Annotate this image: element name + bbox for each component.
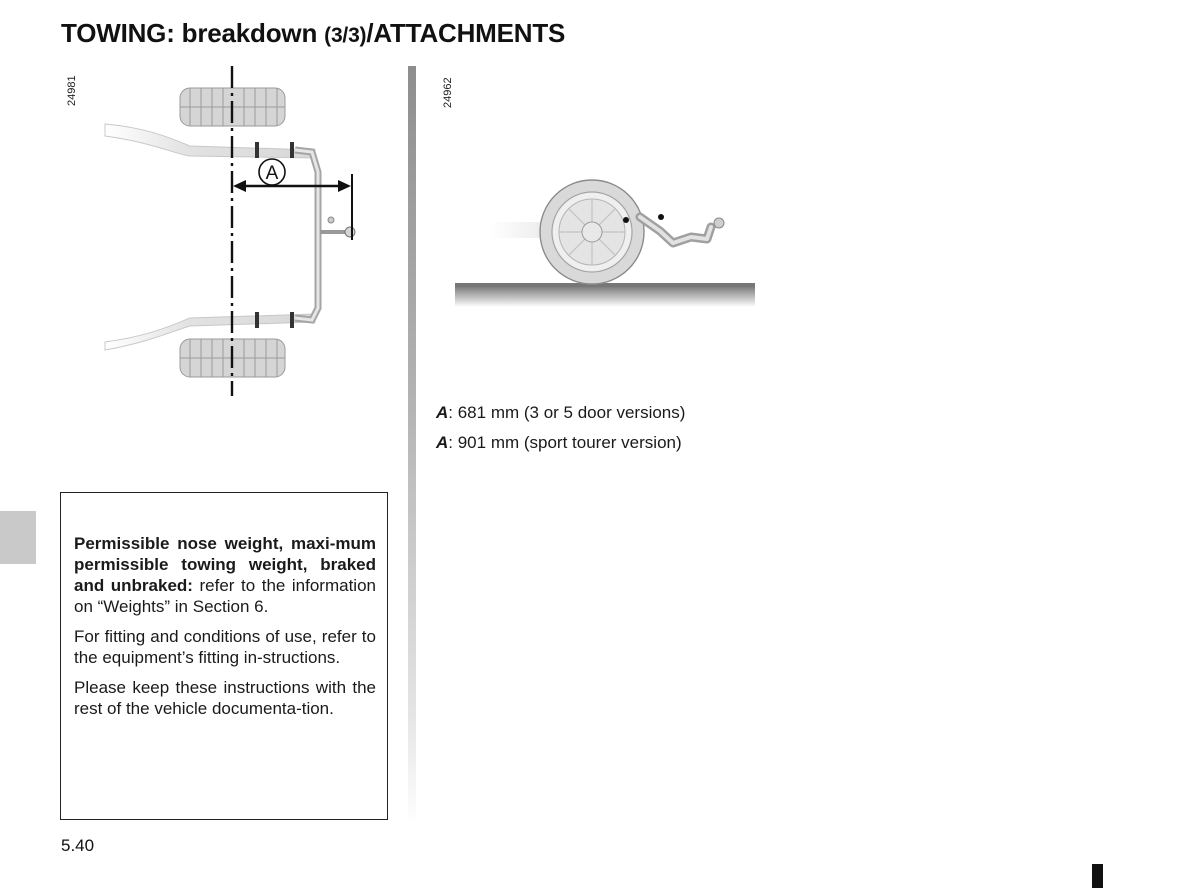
page-number: 5.40	[61, 836, 95, 855]
dimension-label-a: A	[265, 163, 279, 184]
page-title: TOWING: breakdown (3/3)/ATTACHMENTS	[61, 18, 566, 48]
column-divider	[408, 66, 416, 826]
note-paragraph-2: For fitting and conditions of use, refer to the equipment’s fitting in-structions.	[74, 627, 376, 667]
figure-ref-right: 24962	[442, 77, 454, 108]
figure-ref-left: 24981	[66, 75, 78, 106]
note-text	[74, 533, 376, 728]
caption-a-1: A: 681 mm (3 or 5 door versions)	[436, 403, 686, 422]
note-box	[60, 492, 388, 820]
towbar-side-view-figure	[455, 165, 760, 310]
section-tab	[0, 511, 36, 564]
note-paragraph-3: Please keep these instructions with the rest of the vehicle documenta-tion.	[74, 678, 376, 718]
caption-a-2: A: 901 mm (sport tourer version)	[436, 433, 682, 452]
page-edge-marker	[1092, 864, 1103, 888]
towbar-top-view-figure	[90, 62, 390, 402]
note-paragraph-1: Permissible nose weight, maxi-mum permissible towing weight, braked and unbraked: refer to the information on “Weights” in Section 6.	[74, 534, 376, 616]
